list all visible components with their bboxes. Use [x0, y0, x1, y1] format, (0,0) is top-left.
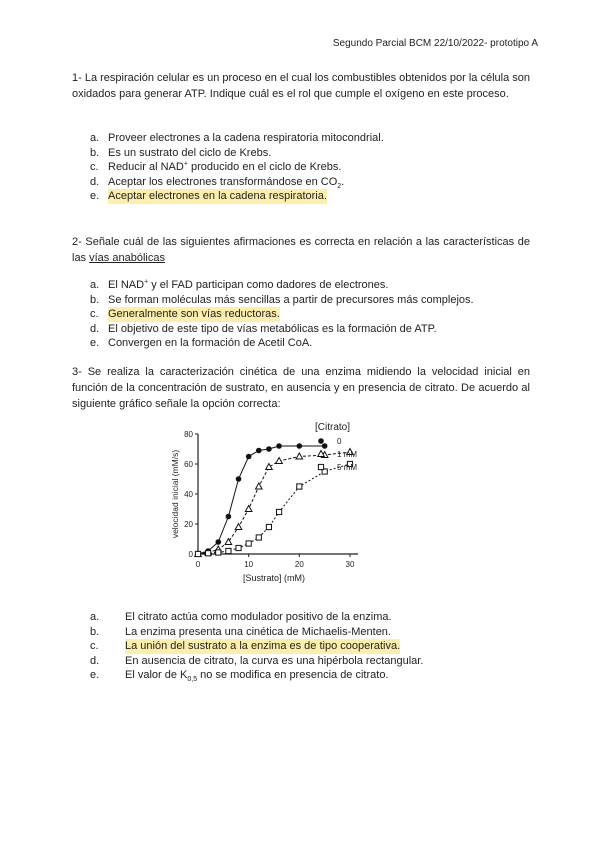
option-item: [90, 131, 384, 146]
legend-label: 0: [337, 437, 342, 446]
option-item: [90, 322, 474, 337]
data-point-circle: [322, 443, 328, 449]
option-item: [90, 189, 384, 204]
option-item: [90, 175, 384, 190]
data-point-square: [256, 535, 261, 540]
option-letter: e.: [90, 337, 100, 349]
option-superscript: +: [144, 278, 149, 286]
option-text-post: y el FAD participan como dadores de electrones.: [148, 279, 389, 291]
data-point-triangle: [266, 464, 273, 470]
x-tick-label: 30: [345, 560, 355, 569]
option-letter: a.: [90, 279, 100, 291]
data-point-square: [195, 551, 200, 556]
option-letter: b.: [90, 293, 100, 306]
option-item: [90, 146, 384, 161]
y-tick-label: 0: [188, 550, 193, 559]
kinetics-chart: [160, 416, 370, 611]
option-text: Es un sustrato del ciclo de Krebs.: [108, 146, 272, 159]
data-point-square: [206, 551, 211, 556]
data-point-triangle: [245, 506, 252, 512]
legend-marker-square: [318, 464, 323, 469]
option-letter: a.: [90, 611, 100, 623]
x-axis-label: [Sustrato] (mM): [242, 573, 306, 583]
question-2-options: [90, 278, 474, 351]
series-line-square: [198, 464, 350, 554]
option-item: [90, 639, 423, 654]
option-item: [90, 160, 384, 175]
option-item: [90, 278, 474, 293]
option-text: [125, 668, 389, 683]
option-text-post: producido en el ciclo de Krebs.: [187, 161, 342, 173]
question-1-text: 1- La respiración celular es un proceso en el cual los combustibles obtenidos por la célula son oxidados para generar ATP. Indique cuál es el rol que cumple el oxígeno en este proceso.: [72, 72, 530, 100]
x-tick-label: 20: [294, 560, 304, 569]
data-point-triangle: [235, 524, 242, 530]
data-point-square: [297, 484, 302, 489]
option-text: [108, 278, 388, 293]
option-text-pre: Reducir al NAD: [108, 161, 184, 173]
data-point-circle: [266, 446, 272, 452]
option-text: La unión del sustrato a la enzima es de tipo cooperativa.: [125, 640, 401, 652]
y-tick-label: 40: [184, 490, 193, 499]
option-letter: d.: [90, 175, 100, 188]
data-point-triangle: [256, 483, 263, 489]
option-text: Generalmente son vías reductoras.: [108, 308, 280, 320]
legend-title: [Citrato]: [315, 422, 351, 433]
option-subscript: 2: [337, 182, 342, 190]
legend-marker-circle: [318, 438, 324, 444]
option-text-post: .: [341, 175, 345, 188]
question-2-text-pre: 2- Señale cuál de las siguientes afirmaciones es correcta en relación a las características de las: [72, 236, 530, 264]
question-3-text: 3- Se realiza la caracterización cinética de una enzima midiendo la velocidad inicial en función de la concentración de sustrato, en ausencia y en presencia de citrato. De acuerdo al siguiente gráfico señale la opción correcta:: [72, 366, 530, 410]
option-letter: d.: [90, 322, 100, 335]
y-tick-label: 80: [184, 430, 193, 439]
option-letter: b.: [90, 146, 100, 159]
option-item: [90, 307, 474, 322]
option-text: El citrato actúa como modulador positivo de la enzima.: [125, 611, 392, 623]
data-point-circle: [236, 476, 242, 482]
option-subscript: 0,5: [187, 676, 198, 684]
data-point-circle: [256, 448, 262, 454]
option-text: El objetivo de este tipo de vías metabólicas es la formación de ATP.: [108, 322, 437, 335]
page-header: Segundo Parcial BCM 22/10/2022- prototipo A: [332, 38, 538, 49]
option-text-pre: El valor de K: [125, 669, 188, 681]
x-tick-label: 0: [195, 560, 201, 569]
option-letter: e.: [90, 190, 100, 202]
option-superscript: +: [183, 160, 188, 168]
data-point-circle: [246, 454, 252, 460]
data-point-square: [236, 545, 241, 550]
option-letter: c.: [90, 308, 99, 320]
option-text-pre: El NAD: [108, 279, 145, 291]
option-letter: c.: [90, 640, 99, 652]
option-text: Proveer electrones a la cadena respiratoria mitocondrial.: [108, 132, 384, 144]
legend-label: 1 mM: [337, 450, 357, 459]
option-text-pre: Aceptar los electrones transformándose en CO: [108, 175, 338, 188]
option-letter: c.: [90, 161, 99, 173]
option-text: En ausencia de citrato, la curva es una hipérbola rectangular.: [125, 654, 424, 667]
option-text: Convergen en la formación de Acetil CoA.: [108, 337, 313, 349]
data-point-square: [216, 550, 221, 555]
y-axis-label: velocidad inicial (mM/s): [170, 449, 180, 539]
data-point-square: [276, 509, 281, 514]
option-item: [90, 654, 423, 669]
option-letter: e.: [90, 669, 100, 681]
data-point-triangle: [296, 453, 303, 459]
option-text-post: no se modifica en presencia de citrato.: [197, 669, 389, 681]
data-point-circle: [226, 514, 232, 520]
option-item: [90, 293, 474, 308]
option-text: [108, 160, 341, 175]
y-tick-label: 20: [184, 520, 193, 529]
option-text: [108, 175, 344, 190]
data-point-square: [246, 541, 251, 546]
data-point-square: [226, 548, 231, 553]
question-2-text-underlined: vías anabólicas: [89, 252, 165, 264]
option-text: La enzima presenta una cinética de Michaelis-Menten.: [125, 625, 391, 638]
question-3-options: [90, 610, 423, 683]
question-2-text: [72, 234, 530, 266]
option-item: [90, 625, 423, 640]
option-item: [90, 610, 423, 625]
data-point-circle: [297, 443, 303, 449]
y-tick-label: 60: [184, 460, 193, 469]
option-letter: a.: [90, 132, 100, 144]
question-1-options: [90, 131, 384, 204]
option-item: [90, 336, 474, 351]
x-tick-label: 10: [244, 560, 254, 569]
option-text: Se forman moléculas más sencillas a partir de precursores más complejos.: [108, 293, 474, 306]
data-point-circle: [215, 539, 221, 545]
data-point-circle: [276, 443, 282, 449]
series-line-triangle: [198, 452, 350, 554]
legend-label: 5 mM: [337, 463, 357, 472]
option-letter: b.: [90, 625, 100, 638]
option-item: [90, 668, 423, 683]
option-letter: d.: [90, 654, 100, 667]
option-text: Aceptar electrones en la cadena respiratoria.: [108, 190, 327, 202]
data-point-square: [266, 524, 271, 529]
